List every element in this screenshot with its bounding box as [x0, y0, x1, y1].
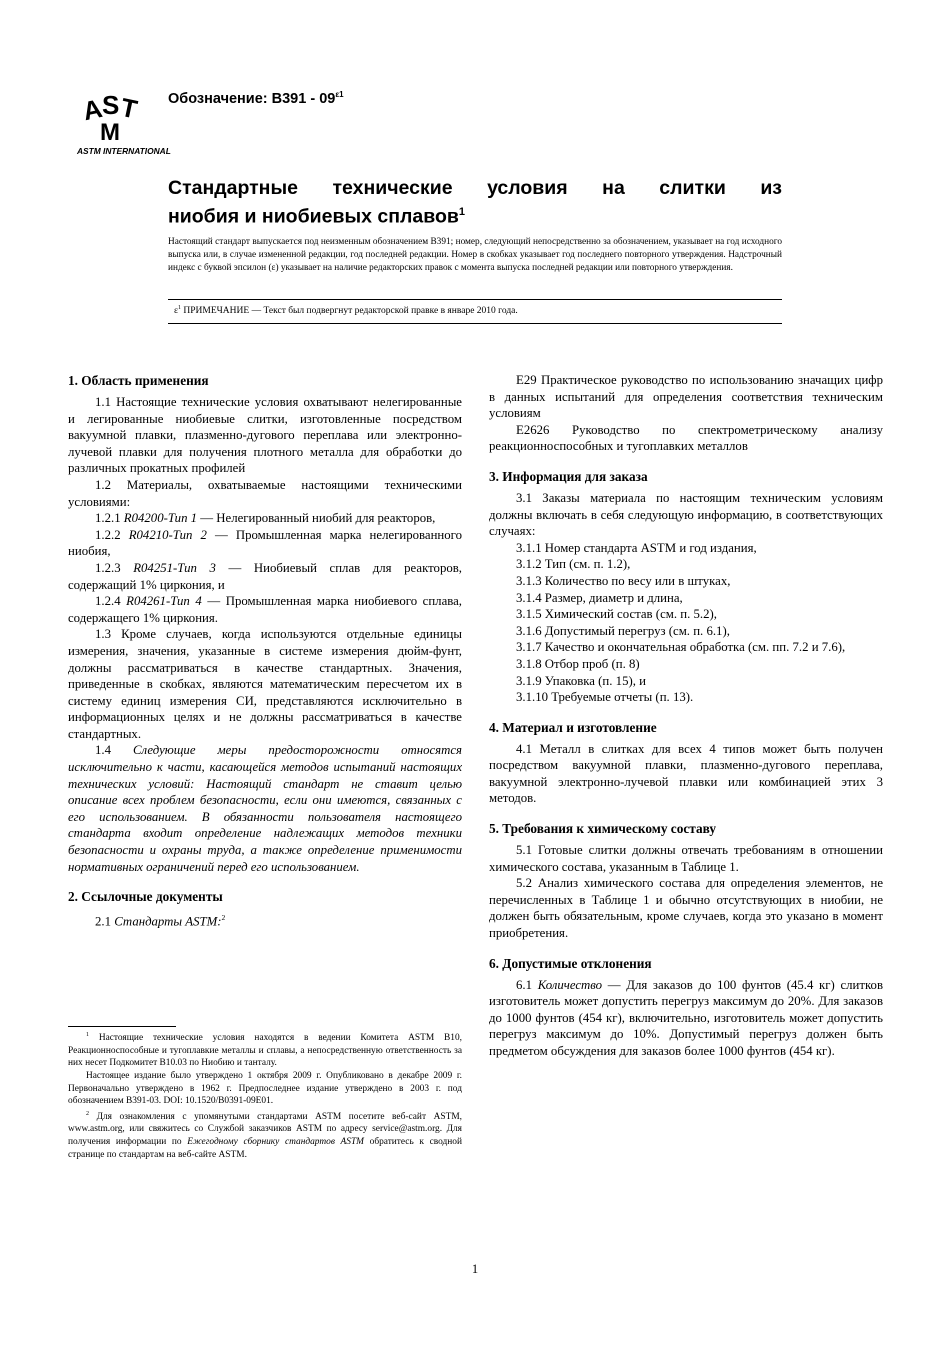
section-heading: 5. Требования к химическому составу — [489, 821, 716, 837]
footnote: Настоящее издание было утверждено 1 октября 2009 г. Опубликовано в декабре 2009 г. Первоначально утверждено в 1962 г. Предпоследнее издание утверждено в 2003 г. под обозначением B391-03. DOI: 10.1520/B0391-09E01. — [68, 1070, 462, 1107]
footnote: $^1$ Настоящие технические условия находятся в ведении Комитета ASTM B10, Реакционноспособные и тугоплавкие металлы и сплавы, а непосредственную ответственность за них несет Подкомитет B10.03 по Ниобию и танталу. — [68, 1032, 462, 1069]
astm-logo — [76, 84, 171, 156]
paragraph: 4.1 Металл в слитках для всех 4 типов может быть получен посредством вакуумной плавки, плазменно-дугового переплава, вакуумной электронно-лучевой плавки или комбинацией этих 3 методов. — [489, 741, 883, 806]
svg-text:A: A — [80, 93, 105, 127]
astm-logo-label: ASTM INTERNATIONAL — [77, 146, 171, 156]
right-column — [489, 372, 883, 1060]
left-column — [68, 372, 462, 930]
designation: Обозначение: $B391 - 09^{\varepsilon 1}$ — [168, 90, 344, 107]
section-heading: 6. Допустимые отклонения — [489, 955, 652, 971]
paragraph: 3.1 Заказы материала по настоящим техническим условиям должны включать в себя следующую информацию, в соответствующих случаях: — [489, 490, 883, 539]
intro-paragraph: Настоящий стандарт выпускается под неизменным обозначением B391; номер, следующий непосредственно за обозначением, указывает на год исходного выпуска или, в случае измененной редакции, год последней редакции. Номер в скобках указывает год последнего повторного утверждения. Надстрочный индекс с буквой эпсилон (ε) указывает на наличие редакторских правок с момента выпуска последней редакции или повторного утверждения. — [168, 237, 782, 273]
list-item: 3.1.7 Качество и окончательная обработка (см. пп. 7.2 и 7.6), — [516, 640, 846, 655]
list-item: 3.1.10 Требуемые отчеты (п. 13). — [516, 690, 694, 705]
paragraph: 1.2.2 R04210-Тип 2 — Промышленная марка нелегированного ниобия, — [68, 527, 463, 559]
page-number: 1 — [471, 1262, 479, 1276]
list-item: 3.1.2 Тип (см. п. 1.2), — [516, 557, 631, 572]
divider — [168, 323, 782, 324]
section-heading: 4. Материал и изготовление — [489, 719, 657, 735]
footnote-divider — [68, 1026, 176, 1027]
paragraph: 1.3 Кроме случаев, когда используются отдельные единицы измерения, значения, указанные в системе измерения дюйм-фунт, должны рассматриваться в качестве стандартных. Значения, приведенные в скобках, являются математическим пересчетом их в систему единиц измерения СИ, представляются исключительно в информационных целях и не должны рассматриваться в качестве стандартных. — [68, 627, 462, 741]
paragraph: 2.1 Стандарты ASTM:$^2$ — [95, 913, 226, 929]
paragraph: 5.1 Готовые слитки должны отвечать требованиям в отношении химического состава, указанным в Таблице 1. — [489, 843, 883, 874]
list-item: 3.1.4 Размер, диаметр и длина, — [516, 590, 683, 605]
list-item: 3.1.6 Допустимый перегруз (см. п. 6.1), — [516, 623, 730, 638]
editorial-note: $\varepsilon^1$ ПРИМЕЧАНИЕ — Текст был подвергнут редакторской правке в январе 2010 года. — [174, 305, 518, 317]
paragraph: 1.2 Материалы, охватываемые настоящими техническими условиями: — [68, 477, 462, 509]
paragraph: 5.2 Анализ химического состава для определения элементов, не перечисленных в Таблице 1 и обычно отсутствующих в ниобии, не должен быть обязательным, кроме случаев, когда это указано в момент приобретения. — [489, 876, 883, 941]
paragraph: 6.1 Количество — Для заказов до 100 фунтов (45.4 кг) слитков изготовитель может допустить перегруз максимум до 20%. Для заказов до 1000 фунтов (454 кг), включительно, изготовитель может допустить перегруз максимум до 10%. Допустимый перегруз должен быть предметом обсуждения для заказов более 1000 фунтов (454 кг). — [489, 977, 883, 1058]
paragraph: 1.4 Следующие меры предосторожности относятся исключительно к части, касающейся методов испытаний настоящих технических условий: Настоящий стандарт не ставит целью описание всех проблем безопасности, если они имеются, связанных с его использованием. В обязанности пользователя настоящего стандарта входит определение надлежащих методов техники безопасности и охраны труда, а также определение применимости нормативных ограничений перед его использованием. — [68, 743, 462, 874]
paragraph: 1.2.3 R04251-Тип 3 — Ниобиевый сплав для реакторов, содержащий 1% циркония, и — [68, 560, 462, 592]
list-item: 3.1.1 Номер стандарта ASTM и год издания, — [516, 540, 757, 555]
title-footnote-ref: 1 — [458, 206, 465, 218]
reference-e2626: E2626 Руководство по спектрометрическому анализу реакционноспособных и тугоплавких металлов — [489, 422, 883, 454]
list-item: 3.1.8 Отбор проб (п. 8) — [516, 656, 640, 671]
section-heading: 2. Ссылочные документы — [68, 889, 223, 905]
list-item: 3.1.5 Химический состав (см. п. 5.2), — [516, 607, 717, 622]
svg-text:S: S — [102, 90, 120, 120]
reference-e29: E29 Практическое руководство по использованию значащих цифр в данных испытаний для определения соответствия техническим условиям — [489, 373, 883, 421]
title-line-2: ниобия и ниобиевых сплавов — [168, 205, 459, 228]
section-heading: 1. Область применения — [68, 373, 209, 388]
svg-text:M: M — [100, 119, 120, 146]
paragraph: 1.2.1 R04200-Тип 1 — Нелегированный ниобий для реакторов, — [95, 511, 436, 526]
svg-text:T: T — [118, 91, 140, 125]
divider — [168, 299, 782, 300]
paragraph: 1.1 Настоящие технические условия охватывают нелегированные и легированные ниобиевые слитки, изготовленные посредством вакуумной плавки, плазменно-дугового переплава или электронно-лучевой плавки для получения плотного металла для обработки до различных прокатных профилей — [68, 395, 462, 476]
footnotes — [68, 1029, 462, 1161]
list-item: 3.1.9 Упаковка (п. 15), и — [516, 673, 646, 688]
section-heading: 3. Информация для заказа — [489, 468, 648, 484]
list-item: 3.1.3 Количество по весу или в штуках, — [516, 573, 731, 588]
paragraph: 1.2.4 R04261-Тип 4 — Промышленная марка ниобиевого сплава, содержащего 1% циркония. — [68, 594, 463, 625]
footnote: $^2$ Для ознакомления с упомянутыми стандартами ASTM посетите веб-сайт ASTM, www.astm.org, или свяжитесь со Службой заказчиков ASTM по адресу service@astm.org. Для получения информации по Ежегодному сборнику стандартов ASTM обратитесь к сводной странице по стандартам на веб-сайте ASTM. — [68, 1110, 463, 1160]
document-title — [168, 176, 782, 229]
title-line-1: Стандартные технические условия на слитки из — [168, 177, 782, 199]
designation-superscript: ε1 — [335, 90, 344, 99]
